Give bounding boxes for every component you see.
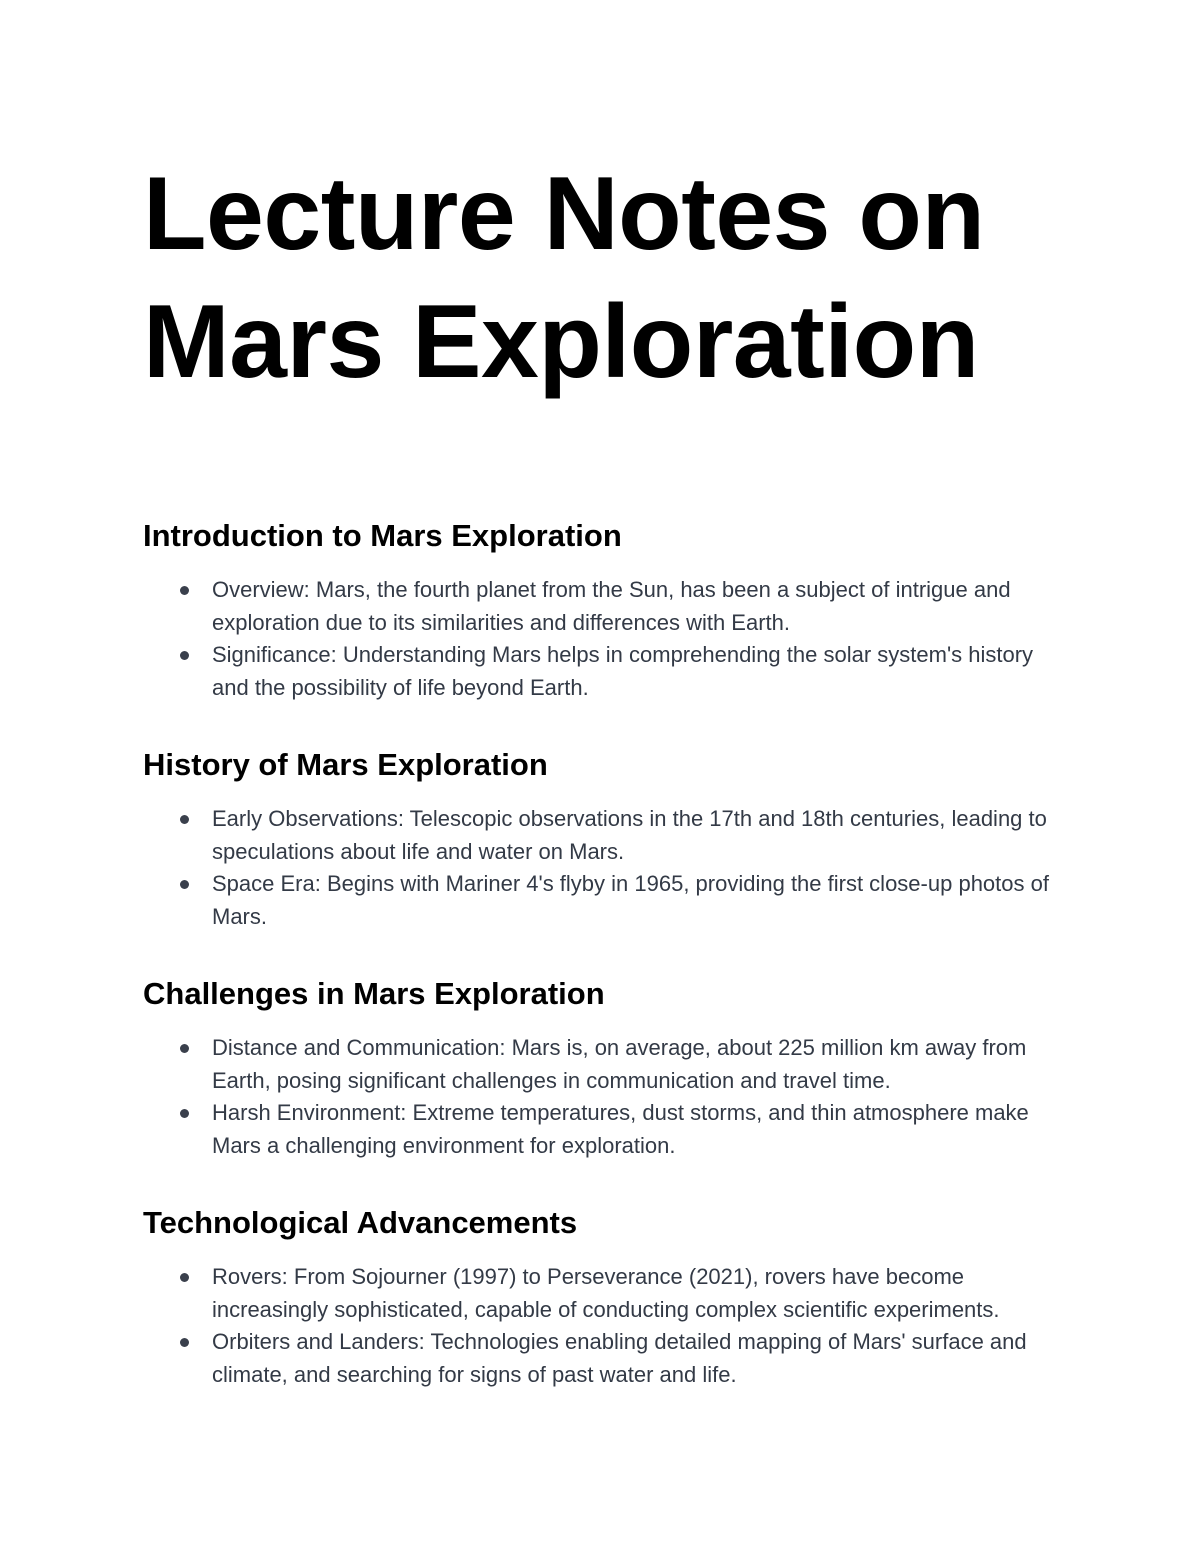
list-item-text: Significance: Understanding Mars helps in comprehending the solar system's history and the possibility of life beyond Earth. [212, 642, 1034, 700]
list-item [143, 868, 1053, 933]
title-line-2: Mars Exploration [143, 284, 979, 400]
list-item [143, 639, 1053, 704]
bullet-icon [180, 586, 189, 595]
section-spacer [143, 704, 1053, 745]
section-spacer [143, 1162, 1053, 1203]
list-item-text: Rovers: From Sojourner (1997) to Perseverance (2021), rovers have become increasingly sophisticated, capable of conducting complex scientific experiments. [212, 1264, 1000, 1322]
section-introduction [143, 516, 1053, 704]
list-item-text: Overview: Mars, the fourth planet from the Sun, has been a subject of intrigue and exploration due to its similarities and differences with Earth. [212, 577, 1011, 635]
section-history [143, 745, 1053, 933]
bullet-icon [180, 651, 189, 660]
section-spacer [143, 933, 1053, 974]
list-item [143, 1032, 1053, 1097]
section-technology [143, 1203, 1053, 1391]
bullet-list [143, 1032, 1053, 1162]
bullet-icon [180, 1273, 189, 1282]
bullet-list [143, 1261, 1053, 1391]
bullet-icon [180, 880, 189, 889]
document-title [143, 150, 1053, 406]
section-heading: History of Mars Exploration [143, 747, 548, 782]
list-item [143, 574, 1053, 639]
section-heading: Technological Advancements [143, 1205, 578, 1240]
bullet-icon [180, 1109, 189, 1118]
bullet-icon [180, 1338, 189, 1347]
bullet-icon [180, 815, 189, 824]
list-item [143, 1261, 1053, 1326]
list-item-text: Orbiters and Landers: Technologies enabling detailed mapping of Mars' surface and climate, and searching for signs of past water and life. [212, 1329, 1027, 1387]
document-page [143, 150, 1053, 1391]
title-line-1: Lecture Notes on [143, 156, 985, 272]
bullet-icon [180, 1044, 189, 1053]
section-heading: Introduction to Mars Exploration [143, 518, 622, 553]
list-item-text: Harsh Environment: Extreme temperatures, dust storms, and thin atmosphere make Mars a challenging environment for exploration. [212, 1100, 1029, 1158]
list-item-text: Early Observations: Telescopic observations in the 17th and 18th centuries, leading to speculations about life and water on Mars. [212, 806, 1047, 864]
list-item-text: Distance and Communication: Mars is, on average, about 225 million km away from Earth, posing significant challenges in communication and travel time. [212, 1035, 1027, 1093]
list-item [143, 1097, 1053, 1162]
title-spacer [143, 406, 1053, 516]
section-heading: Challenges in Mars Exploration [143, 976, 605, 1011]
list-item [143, 1326, 1053, 1391]
bullet-list [143, 803, 1053, 933]
bullet-list [143, 574, 1053, 704]
list-item [143, 803, 1053, 868]
section-challenges [143, 974, 1053, 1162]
list-item-text: Space Era: Begins with Mariner 4's flyby in 1965, providing the first close-up photos of Mars. [212, 871, 1049, 929]
